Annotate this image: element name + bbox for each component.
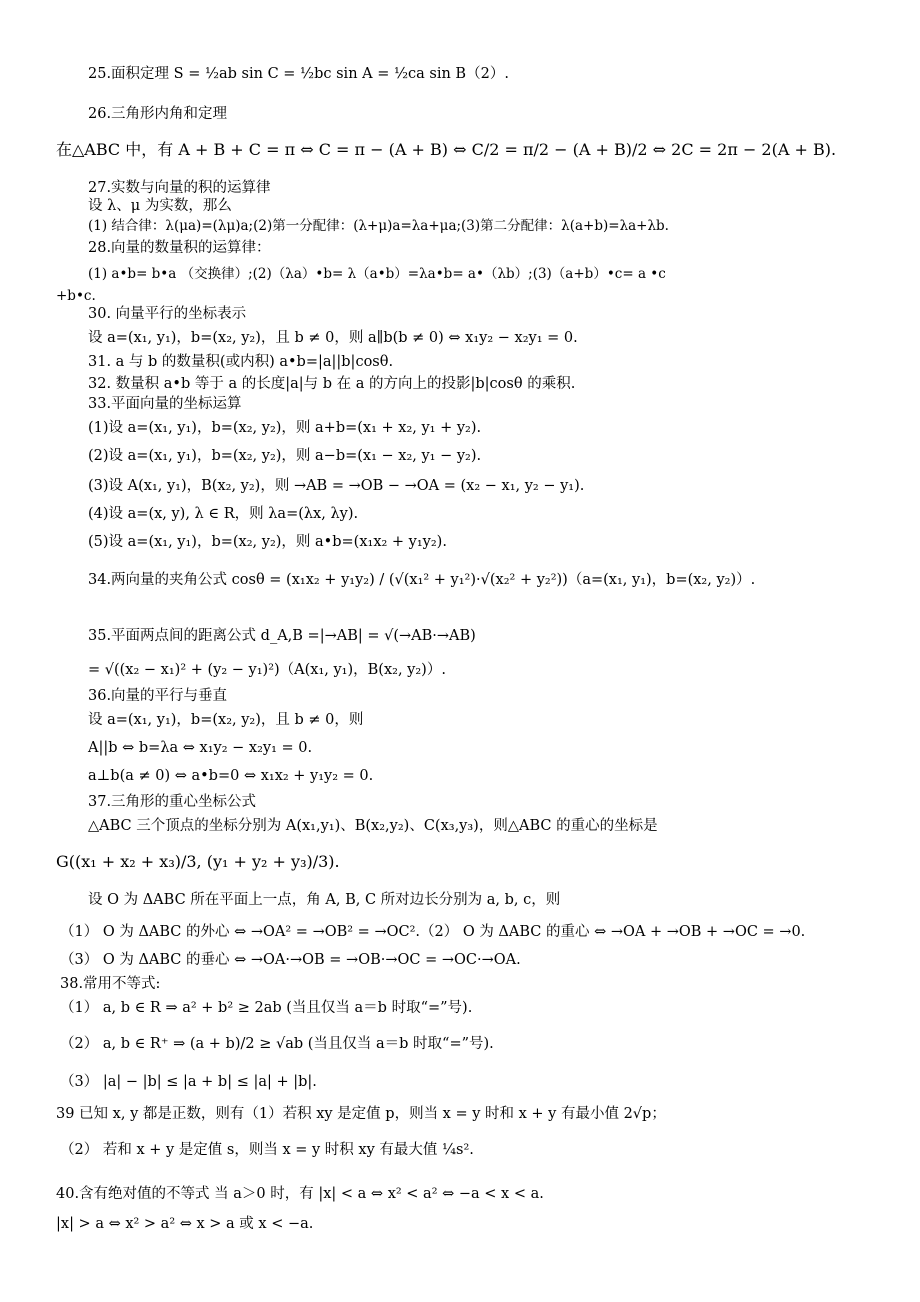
line-orthocenter: （3） O 为 ΔABC 的垂心 ⇔ →OA·→OB = →OB·→OC = →OC·→OA. — [60, 952, 521, 968]
line-dot-product-def: 31. a 与 b 的数量积(或内积) a•b=|a||b|cosθ. — [88, 354, 394, 370]
line-coord-op-3: (3)设 A(x₁, y₁)，B(x₂, y₂)，则 →AB = →OB − →OA = (x₂ − x₁, y₂ − y₁). — [88, 478, 585, 494]
line-inequality-1: （1） a, b ∈ R ⇒ a² + b² ≥ 2ab (当且仅当 a＝b 时取“=”号). — [60, 1000, 473, 1016]
line-am-gm-1: 39 已知 x, y 都是正数，则有（1）若积 xy 是定值 p，则当 x = y 时和 x + y 有最小值 2√p； — [56, 1106, 666, 1122]
line-am-gm-2: （2） 若和 x + y 是定值 s，则当 x = y 时积 xy 有最大值 ¼s². — [60, 1142, 474, 1158]
line-perp-condition: a⊥b(a ≠ 0) ⇔ a•b=0 ⇔ x₁x₂ + y₁y₂ = 0. — [88, 768, 374, 784]
line-area-theorem: 25.面积定理 S = ½ab sin C = ½bc sin A = ½ca sin B（2）. — [88, 66, 509, 82]
line-coord-op-1: (1)设 a=(x₁, y₁)，b=(x₂, y₂)，则 a+b=(x₁ + x₂, y₁ + y₂). — [88, 420, 482, 436]
line-scalar-vector-intro: 设 λ、μ 为实数，那么 — [88, 198, 232, 214]
line-centroid-intro: △ABC 三个顶点的坐标分别为 A(x₁,y₁)、B(x₂,y₂)、C(x₃,y₃)，则△ABC 的重心的坐标是 — [88, 818, 658, 834]
line-angle-sum-heading: 26.三角形内角和定理 — [88, 106, 228, 122]
line-abs-inequality-1: 40.含有绝对值的不等式 当 a＞0 时，有 |x| < a ⇔ x² < a² ⇔ −a < x < a. — [56, 1186, 544, 1202]
line-parallel-heading: 30. 向量平行的坐标表示 — [88, 306, 247, 322]
line-scalar-vector-laws: (1) 结合律：λ(μa)=(λμ)a;(2)第一分配律：(λ+μ)a=λa+μa;(3)第二分配律：λ(a+b)=λa+λb. — [88, 218, 669, 234]
line-coord-op-5: (5)设 a=(x₁, y₁)，b=(x₂, y₂)，则 a•b=(x₁x₂ + y₁y₂). — [88, 534, 447, 550]
line-angle-formula: 34.两向量的夹角公式 cosθ = (x₁x₂ + y₁y₂) / (√(x₁² + y₁²)·√(x₂² + y₂²))（a=(x₁, y₁)，b=(x₂, y₂)）. — [88, 572, 756, 588]
line-parallel-condition: A||b ⇔ b=λa ⇔ x₁y₂ − x₂y₁ = 0. — [88, 740, 313, 756]
line-coord-op-4: (4)设 a=(x, y), λ ∈ R，则 λa=(λx, λy). — [88, 506, 359, 522]
line-parallel-formula: 设 a=(x₁, y₁)，b=(x₂, y₂)，且 b ≠ 0，则 a∥b(b ≠ 0) ⇔ x₁y₂ − x₂y₁ = 0. — [88, 330, 578, 346]
line-scalar-vector-heading: 27.实数与向量的积的运算律 — [88, 180, 271, 196]
line-dot-product-laws: (1) a•b= b•a （交换律）;(2)（λa）•b= λ（a•b）=λa•b= a•（λb）;(3)（a+b）•c= a •c — [88, 266, 666, 282]
line-centroid-formula: G((x₁ + x₂ + x₃)/3, (y₁ + y₂ + y₃)/3). — [56, 852, 340, 871]
line-angle-sum-formula: 在△ABC 中，有 A + B + C = π ⇔ C = π − (A + B) ⇔ C/2 = π/2 − (A + B)/2 ⇔ 2C = 2π − 2(A + B). — [56, 140, 837, 159]
line-centroid-heading: 37.三角形的重心坐标公式 — [88, 794, 257, 810]
line-distance-formula-cont: = √((x₂ − x₁)² + (y₂ − y₁)²)（A(x₁, y₁)，B(x₂, y₂)）. — [88, 662, 446, 678]
line-inequality-3: （3） |a| − |b| ≤ |a + b| ≤ |a| + |b|. — [60, 1074, 317, 1090]
line-coord-ops-heading: 33.平面向量的坐标运算 — [88, 396, 242, 412]
line-circumcenter-centroid: （1） O 为 ΔABC 的外心 ⇔ →OA² = →OB² = →OC².（2） O 为 ΔABC 的重心 ⇔ →OA + →OB + →OC = →0. — [60, 924, 806, 940]
line-dot-product-laws-cont: +b•c. — [56, 288, 96, 304]
line-abs-inequality-2: |x| > a ⇔ x² > a² ⇔ x > a 或 x < −a. — [56, 1216, 314, 1232]
line-inequality-2: （2） a, b ∈ R⁺ ⇒ (a + b)/2 ≥ √ab (当且仅当 a＝b 时取“=”号). — [60, 1036, 494, 1052]
line-coord-op-2: (2)设 a=(x₁, y₁)，b=(x₂, y₂)，则 a−b=(x₁ − x₂, y₁ − y₂). — [88, 448, 482, 464]
line-distance-formula: 35.平面两点间的距离公式 d_A,B =|→AB| = √(→AB·→AB) — [88, 628, 476, 644]
line-parallel-perp-intro: 设 a=(x₁, y₁)，b=(x₂, y₂)，且 b ≠ 0，则 — [88, 712, 364, 728]
line-dot-product-laws-heading: 28.向量的数量积的运算律： — [88, 240, 271, 256]
line-inequalities-heading: 38.常用不等式: — [60, 976, 161, 992]
line-parallel-perp-heading: 36.向量的平行与垂直 — [88, 688, 228, 704]
line-dot-product-projection: 32. 数量积 a•b 等于 a 的长度|a|与 b 在 a 的方向上的投影|b|cosθ 的乘积. — [88, 376, 576, 392]
line-centers-intro: 设 O 为 ΔABC 所在平面上一点，角 A, B, C 所对边长分别为 a, b, c，则 — [88, 892, 561, 908]
